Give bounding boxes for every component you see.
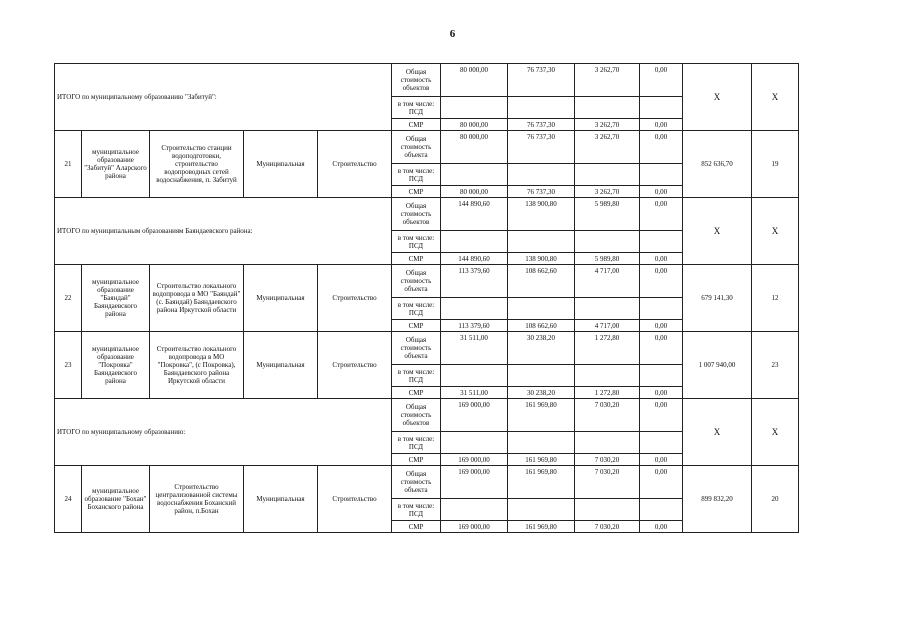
cost-label: Общая стоимость объекта [392,131,441,164]
value-cell: 169 000,00 [441,454,508,466]
value-cell: 76 737,30 [508,131,575,164]
value-cell: 169 000,00 [441,521,508,533]
value-cell: 80 000,00 [441,186,508,198]
empty-cell [575,164,640,186]
summary-cell-1: Х [683,64,752,131]
summary-cell-1: 679 141,30 [683,265,752,332]
summary-cell-2: 23 [752,332,799,399]
row-number: 24 [55,466,82,533]
empty-cell [640,164,683,186]
ownership-cell: Муниципальная [244,466,318,533]
empty-cell [575,365,640,387]
value-cell: 7 030,20 [575,466,640,499]
ownership-cell: Муниципальная [244,131,318,198]
empty-cell [640,432,683,454]
summary-cell-2: 19 [752,131,799,198]
total-title: ИТОГО по муниципальным образованиям Баяндаевского района: [55,198,392,265]
value-cell: 76 737,30 [508,64,575,97]
empty-cell [640,499,683,521]
empty-cell [508,97,575,119]
project-cell: Строительство локального водопровода в МО "Баяндай" (с. Баяндай) Баяндаевского района Иркутской области [150,265,244,332]
table-row [55,466,799,499]
row-number: 22 [55,265,82,332]
empty-cell [575,499,640,521]
value-cell: 7 030,20 [575,399,640,432]
value-cell: 3 262,70 [575,64,640,97]
value-cell: 0,00 [640,265,683,298]
value-cell: 0,00 [640,466,683,499]
value-cell: 0,00 [640,253,683,265]
value-cell: 4 717,00 [575,265,640,298]
total-row [55,64,799,97]
value-cell: 0,00 [640,119,683,131]
value-cell: 76 737,30 [508,186,575,198]
summary-cell-2: Х [752,198,799,265]
value-cell: 4 717,00 [575,320,640,332]
summary-cell-2: Х [752,399,799,466]
empty-cell [575,97,640,119]
smr-label: СМР [392,320,441,332]
value-cell: 7 030,20 [575,454,640,466]
cost-label: Общая стоимость объекта [392,466,441,499]
summary-cell-1: 1 007 940,00 [683,332,752,399]
value-cell: 0,00 [640,521,683,533]
empty-cell [441,231,508,253]
value-cell: 161 969,80 [508,466,575,499]
value-cell: 5 989,80 [575,198,640,231]
municipality-cell: муниципальное образование "Забитуй" Аларского района [82,131,150,198]
value-cell: 7 030,20 [575,521,640,533]
smr-label: СМР [392,521,441,533]
municipality-cell: муниципальное образование "Баяндай" Баяндаевского района [82,265,150,332]
cost-label: Общая стоимость объекта [392,332,441,365]
summary-cell-2: 12 [752,265,799,332]
work-type-cell: Строительство [318,131,392,198]
table-row [55,131,799,164]
smr-label: СМР [392,119,441,131]
value-cell: 144 890,60 [441,253,508,265]
total-row [55,198,799,231]
project-cell: Строительство локального водопровода в МО "Покровка", (с Покровка), Баяндаевского района Иркутской области [150,332,244,399]
value-cell: 138 900,80 [508,198,575,231]
value-cell: 108 662,60 [508,320,575,332]
total-title: ИТОГО по муниципальному образованию: [55,399,392,466]
row-number: 23 [55,332,82,399]
empty-cell [441,432,508,454]
value-cell: 144 890,60 [441,198,508,231]
empty-cell [575,298,640,320]
project-cell: Строительство станции водоподготовки, строительство водопроводных сетей водоснабжения, п. Забитуй [150,131,244,198]
work-type-cell: Строительство [318,332,392,399]
total-row [55,399,799,432]
work-type-cell: Строительство [318,265,392,332]
empty-cell [575,432,640,454]
table-body [55,64,799,533]
empty-cell [640,365,683,387]
value-cell: 113 379,60 [441,265,508,298]
ownership-cell: Муниципальная [244,265,318,332]
value-cell: 80 000,00 [441,119,508,131]
empty-cell [508,499,575,521]
empty-cell [508,298,575,320]
table-row [55,265,799,298]
value-cell: 161 969,80 [508,399,575,432]
smr-label: СМР [392,186,441,198]
value-cell: 0,00 [640,320,683,332]
row-number: 21 [55,131,82,198]
cost-label: Общая стоимость объектов [392,64,441,97]
value-cell: 138 900,80 [508,253,575,265]
value-cell: 80 000,00 [441,64,508,97]
value-cell: 5 989,80 [575,253,640,265]
value-cell: 0,00 [640,387,683,399]
value-cell: 0,00 [640,399,683,432]
cost-label: Общая стоимость объектов [392,399,441,432]
value-cell: 169 000,00 [441,466,508,499]
empty-cell [508,231,575,253]
incl-label: в том числе: ПСД [392,499,441,521]
value-cell: 113 379,60 [441,320,508,332]
value-cell: 0,00 [640,198,683,231]
summary-cell-1: Х [683,399,752,466]
project-cell: Строительство централизованной системы водоснабжения Боханский район, п.Бохан [150,466,244,533]
value-cell: 161 969,80 [508,521,575,533]
empty-cell [640,97,683,119]
incl-label: в том числе: ПСД [392,432,441,454]
summary-cell-2: Х [752,64,799,131]
summary-cell-1: Х [683,198,752,265]
value-cell: 31 511,00 [441,387,508,399]
cost-label: Общая стоимость объекта [392,265,441,298]
value-cell: 161 969,80 [508,454,575,466]
empty-cell [508,432,575,454]
value-cell: 80 000,00 [441,131,508,164]
municipality-cell: муниципальное образование "Покровка" Баяндаевского района [82,332,150,399]
value-cell: 1 272,80 [575,332,640,365]
summary-cell-1: 899 832,20 [683,466,752,533]
value-cell: 3 262,70 [575,119,640,131]
work-type-cell: Строительство [318,466,392,533]
value-cell: 3 262,70 [575,131,640,164]
municipality-cell: муниципальное образование "Бохан" Боханского района [82,466,150,533]
empty-cell [441,164,508,186]
empty-cell [441,97,508,119]
empty-cell [508,164,575,186]
value-cell: 3 262,70 [575,186,640,198]
empty-cell [640,231,683,253]
smr-label: СМР [392,387,441,399]
empty-cell [441,298,508,320]
summary-cell-1: 852 636,70 [683,131,752,198]
incl-label: в том числе: ПСД [392,164,441,186]
value-cell: 76 737,30 [508,119,575,131]
value-cell: 0,00 [640,64,683,97]
ownership-cell: Муниципальная [244,332,318,399]
empty-cell [441,499,508,521]
value-cell: 30 238,20 [508,332,575,365]
investment-table [54,63,799,533]
incl-label: в том числе: ПСД [392,97,441,119]
value-cell: 30 238,20 [508,387,575,399]
value-cell: 0,00 [640,131,683,164]
empty-cell [575,231,640,253]
empty-cell [640,298,683,320]
value-cell: 31 511,00 [441,332,508,365]
incl-label: в том числе: ПСД [392,365,441,387]
total-title: ИТОГО по муниципальному образованию "Забитуй": [55,64,392,131]
value-cell: 1 272,80 [575,387,640,399]
empty-cell [508,365,575,387]
cost-label: Общая стоимость объектов [392,198,441,231]
value-cell: 0,00 [640,332,683,365]
summary-cell-2: 20 [752,466,799,533]
smr-label: СМР [392,454,441,466]
table-row [55,332,799,365]
value-cell: 0,00 [640,454,683,466]
value-cell: 108 662,60 [508,265,575,298]
incl-label: в том числе: ПСД [392,231,441,253]
value-cell: 169 000,00 [441,399,508,432]
smr-label: СМР [392,253,441,265]
page-number: 6 [449,28,456,40]
value-cell: 0,00 [640,186,683,198]
incl-label: в том числе: ПСД [392,298,441,320]
empty-cell [441,365,508,387]
